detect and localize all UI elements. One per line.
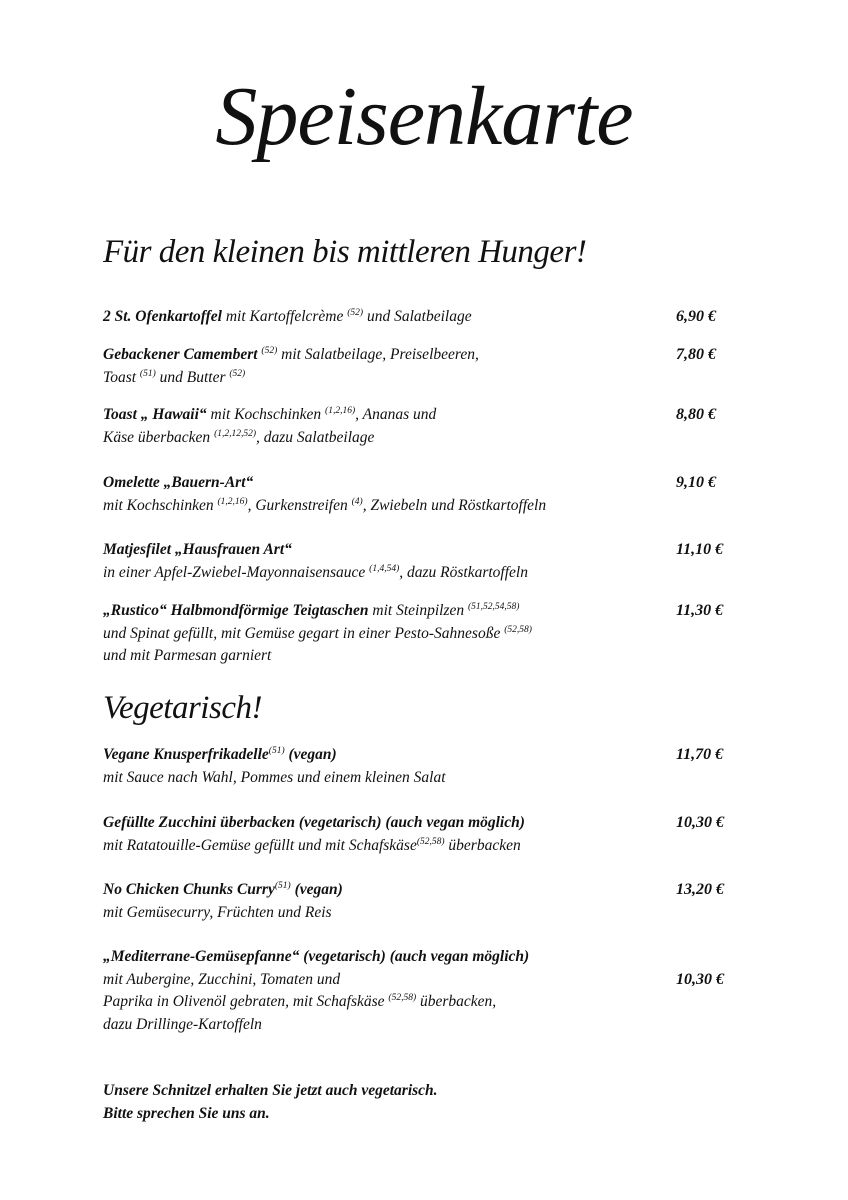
allergen-note: (4) xyxy=(351,496,363,507)
allergen-note: (1,2,16) xyxy=(217,496,248,507)
allergen-note: (52,58) xyxy=(416,836,445,847)
allergen-note: (51) xyxy=(268,746,285,756)
dish-title: Vegane Knusperfrikadelle xyxy=(103,746,269,763)
allergen-note: (1,4,54) xyxy=(369,563,400,574)
menu-item xyxy=(103,472,743,517)
dish-text: Paprika in Olivenöl gebraten, mit Schafskäse xyxy=(103,993,389,1010)
dish-title: Matjesfilet „Hausfrauen Art“ xyxy=(103,541,292,558)
menu-item xyxy=(103,539,743,584)
menu-item-price: 10,30 € xyxy=(676,970,724,988)
dish-text: und Butter xyxy=(155,368,230,386)
footer-line: Bitte sprechen Sie uns an. xyxy=(103,1104,270,1122)
menu-item-name xyxy=(103,744,743,767)
dish-text: dazu Drillinge-Kartoffeln xyxy=(103,1015,262,1033)
menu-item-name xyxy=(103,306,743,329)
menu-item-price: 11,10 € xyxy=(676,541,724,558)
menu-item-description xyxy=(103,427,743,450)
menu-item-description xyxy=(103,1014,743,1037)
allergen-note: (1,2,12,52) xyxy=(214,428,257,439)
menu-item-name xyxy=(103,879,743,902)
menu-item-description xyxy=(103,495,743,518)
dish-text: , Ananas und xyxy=(355,406,437,423)
footer-note xyxy=(103,1080,438,1125)
dish-title: Gefüllte Zucchini überbacken (vegetarisch) (auch vegan möglich) xyxy=(103,814,525,831)
menu-item xyxy=(103,744,743,789)
menu-item-price: 11,70 € xyxy=(676,746,724,763)
menu-item xyxy=(103,600,743,668)
menu-item-name xyxy=(103,539,743,562)
allergen-note: (52) xyxy=(261,346,278,356)
dish-title: (vegan) xyxy=(290,881,343,898)
dish-title: 2 St. Ofenkartoffel xyxy=(103,308,222,325)
menu-item-price: 8,80 € xyxy=(676,406,716,423)
dish-text: mit Steinpilzen xyxy=(368,602,468,619)
allergen-note: (52,58) xyxy=(388,993,417,1003)
menu-item-name xyxy=(103,344,743,367)
menu-item-name xyxy=(103,472,743,495)
menu-item xyxy=(103,879,743,924)
section-heading-vegetarian: Vegetarisch! xyxy=(103,690,262,726)
page-title: Speisenkarte xyxy=(215,70,633,163)
dish-text: und Spinat gefüllt, mit Gemüse gegart in einer Pesto-Sahnesoße xyxy=(103,624,505,642)
menu-item-price: 10,30 € xyxy=(676,814,724,831)
dish-text: mit Aubergine, Zucchini, Tomaten und xyxy=(103,970,341,988)
dish-text: überbacken, xyxy=(416,993,497,1010)
dish-title: „Rustico“ Halbmondförmige Teigtaschen xyxy=(103,602,369,619)
menu-item xyxy=(103,306,743,329)
dish-title: Toast „ Hawaii“ xyxy=(103,406,207,423)
dish-text: und Salatbeilage xyxy=(363,308,472,325)
menu-item xyxy=(103,812,743,857)
menu-item xyxy=(103,946,743,1036)
dish-text: Käse überbacken xyxy=(103,428,215,446)
dish-text: mit Kochschinken xyxy=(206,406,326,423)
footer-line: Unsere Schnitzel erhalten Sie jetzt auch vegetarisch. xyxy=(103,1082,438,1099)
dish-title: Omelette „Bauern-Art“ xyxy=(103,474,254,491)
dish-title: No Chicken Chunks Curry xyxy=(103,881,275,898)
dish-text: überbacken xyxy=(444,836,521,854)
menu-item-description xyxy=(103,835,743,858)
dish-text: mit Kartoffelcrème xyxy=(221,308,348,325)
menu-item-description xyxy=(103,902,743,925)
menu-item-name xyxy=(103,600,743,623)
menu-item-name xyxy=(103,946,743,969)
menu-item-price: 6,90 € xyxy=(676,308,716,325)
menu-item-name xyxy=(103,812,743,835)
dish-text: mit Salatbeilage, Preiselbeeren, xyxy=(277,346,479,363)
allergen-note: (51,52,54,58) xyxy=(467,602,520,612)
dish-text: mit Gemüsecurry, Früchten und Reis xyxy=(103,903,332,921)
menu-item-description xyxy=(103,562,743,585)
allergen-note: (52) xyxy=(229,368,246,379)
menu-item-price: 13,20 € xyxy=(676,881,724,898)
dish-text: mit Sauce nach Wahl, Pommes und einem kleinen Salat xyxy=(103,768,446,786)
dish-text: , Gurkenstreifen xyxy=(247,496,352,514)
dish-text: mit Kochschinken xyxy=(103,496,218,514)
dish-title: „Mediterrane-Gemüsepfanne“ (vegetarisch) (auch vegan möglich) xyxy=(103,948,530,965)
menu-item-description xyxy=(103,645,743,668)
dish-text: mit Ratatouille-Gemüse gefüllt und mit Schafskäse xyxy=(103,836,417,854)
menu-item-price: 11,30 € xyxy=(676,602,724,619)
dish-title: (vegan) xyxy=(284,746,337,763)
dish-text: in einer Apfel-Zwiebel-Mayonnaisensauce xyxy=(103,563,370,581)
allergen-note: (52,58) xyxy=(504,624,532,635)
dish-title: Gebackener Camembert xyxy=(103,346,258,363)
dish-text: Toast xyxy=(103,368,140,386)
allergen-note: (51) xyxy=(139,368,156,379)
menu-item-description xyxy=(103,969,743,992)
section-heading-hunger: Für den kleinen bis mittleren Hunger! xyxy=(103,234,587,270)
menu-item-description xyxy=(103,767,743,790)
allergen-note: (51) xyxy=(274,881,291,891)
menu-item xyxy=(103,344,743,389)
dish-text: , dazu Röstkartoffeln xyxy=(399,563,528,581)
menu-item-price: 7,80 € xyxy=(676,346,716,363)
menu-item-name xyxy=(103,404,743,427)
menu-item-description xyxy=(103,991,743,1014)
allergen-note: (1,2,16) xyxy=(325,406,356,416)
menu-item xyxy=(103,404,743,449)
menu-item-description xyxy=(103,623,743,646)
dish-text: , dazu Salatbeilage xyxy=(256,428,375,446)
dish-text: , Zwiebeln und Röstkartoffeln xyxy=(362,496,547,514)
dish-text: und mit Parmesan garniert xyxy=(103,647,272,664)
allergen-note: (52) xyxy=(347,308,364,318)
menu-item-description xyxy=(103,367,743,390)
menu-item-price: 9,10 € xyxy=(676,474,716,491)
